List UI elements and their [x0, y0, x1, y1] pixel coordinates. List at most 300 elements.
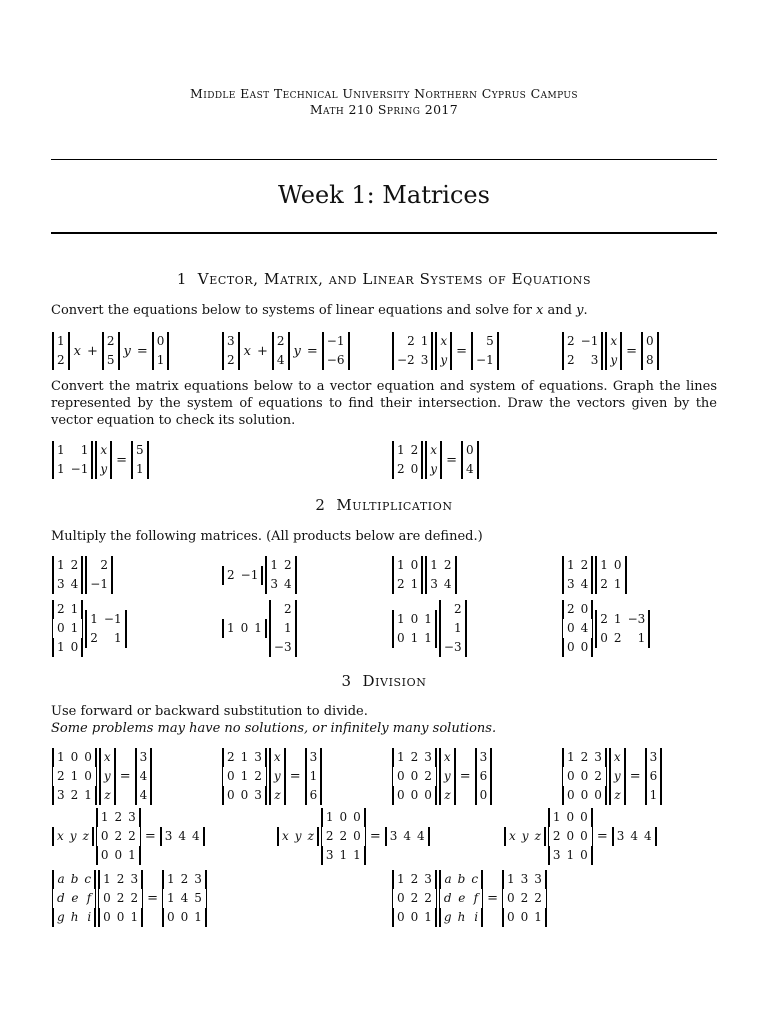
matrix-entry: 2: [392, 332, 418, 351]
problem: [561, 556, 628, 594]
matrix-entry: y: [439, 767, 456, 786]
matrix-entry: 1: [52, 638, 68, 657]
matrix: [321, 808, 366, 865]
matrix-entry: 0: [410, 788, 419, 802]
matrix-entry: 0: [578, 638, 594, 657]
matrix-entry: 2: [70, 788, 79, 802]
matrix-entry: 0: [180, 910, 189, 924]
matrix: [96, 808, 141, 865]
matrix-entry: 0: [520, 910, 529, 924]
matrix: [152, 332, 170, 370]
matrix: [322, 332, 350, 370]
matrix-entry: 3: [421, 748, 437, 767]
matrix: [269, 748, 286, 805]
matrix-entry: 2: [441, 556, 457, 575]
university-name: Middle East Technical University Northern Cyprus Campus: [190, 86, 578, 101]
matrix-entry: 0: [566, 829, 575, 843]
matrix-entry: 1: [52, 441, 68, 460]
problem: [561, 332, 660, 370]
matrix-entry: 1: [269, 619, 297, 638]
matrix-entry: z: [439, 786, 456, 805]
matrix-entry: 4: [68, 575, 84, 594]
matrix-entry: 1: [321, 808, 337, 827]
matrix-entry: 1: [392, 870, 408, 889]
matrix: [562, 600, 593, 657]
matrix-entry: g: [439, 908, 455, 927]
matrix: [52, 600, 83, 657]
matrix: [277, 827, 319, 846]
matrix-entry: 4: [180, 891, 189, 905]
matrix: [85, 556, 113, 594]
instr-text: Convert the equations below to systems of linear equations and solve for: [51, 303, 537, 318]
matrix: [99, 748, 116, 805]
matrix-entry: 0: [162, 908, 178, 927]
matrix-entry: 2: [410, 891, 419, 905]
matrix-entry: 1: [595, 556, 611, 575]
matrix-entry: 3: [562, 575, 578, 594]
matrix-entry: 0: [562, 767, 578, 786]
matrix: [98, 870, 143, 927]
problem: [221, 600, 298, 657]
matrix-entry: 1: [81, 786, 97, 805]
matrix: [425, 556, 456, 594]
matrix-entry: 0: [577, 827, 593, 846]
matrix-entry: 0: [502, 889, 518, 908]
matrix-entry: −3: [439, 638, 467, 657]
matrix-entry: y: [269, 767, 286, 786]
matrix-entry: 2: [269, 600, 297, 619]
matrix-entry: 1: [392, 610, 408, 629]
matrix-entry: 0: [96, 846, 112, 865]
matrix-entry: 0: [70, 750, 79, 764]
matrix-entry: 4: [135, 767, 153, 786]
matrix-entry: 2: [591, 767, 607, 786]
matrix-entry: x: [435, 332, 452, 351]
matrix-entry: i: [81, 908, 96, 927]
matrix-entry: 0: [68, 638, 84, 657]
matrix-entry: 0: [577, 808, 593, 827]
matrix: [392, 332, 433, 370]
matrix: [85, 610, 126, 648]
matrix: [392, 441, 423, 479]
matrix-entry: y: [99, 767, 116, 786]
matrix-entry: 1: [502, 870, 518, 889]
matrix-entry: 1: [418, 332, 434, 351]
matrix-entry: −2: [392, 351, 418, 370]
matrix-entry: 3: [135, 748, 153, 767]
matrix: [439, 600, 467, 657]
matrix: [502, 870, 547, 927]
problem: [391, 748, 493, 805]
matrix-entry: 3: [612, 827, 628, 846]
problem: [391, 870, 548, 927]
matrix-entry: 5: [131, 441, 149, 460]
matrix-entry: 1: [240, 750, 249, 764]
matrix-entry: 1: [265, 556, 281, 575]
section-2-number: 2: [315, 496, 326, 514]
matrix-entry: 1: [162, 870, 178, 889]
operator: =: [116, 452, 128, 468]
matrix-entry: 1: [339, 848, 348, 862]
matrix-entry: 3: [520, 872, 529, 886]
matrix-entry: 4: [135, 786, 153, 805]
matrix-entry: y: [69, 829, 77, 843]
matrix-entry: 0: [461, 441, 479, 460]
matrix: [641, 332, 659, 370]
matrix-entry: b: [457, 872, 466, 886]
matrix-entry: 1: [566, 848, 575, 862]
matrix-entry: 0: [152, 332, 170, 351]
problem: [391, 332, 500, 370]
operator: =: [596, 829, 608, 844]
matrix: [461, 441, 479, 479]
matrix-entry: 2: [222, 351, 240, 370]
matrix-entry: 2: [421, 889, 437, 908]
matrix-entry: 3: [645, 748, 663, 767]
matrix-entry: 2: [114, 810, 123, 824]
matrix: [504, 827, 546, 846]
matrix-entry: 3: [251, 748, 267, 767]
matrix: [595, 610, 650, 648]
matrix-entry: −1: [578, 332, 604, 351]
matrix-entry: h: [70, 910, 79, 924]
matrix: [52, 441, 93, 479]
course-name: Math 210 Spring 2017: [309, 102, 459, 117]
matrix-entry: 2: [339, 829, 348, 843]
matrix-entry: 1: [645, 786, 663, 805]
matrix-entry: 2: [562, 332, 578, 351]
matrix-entry: 0: [611, 556, 627, 575]
matrix-entry: i: [468, 908, 483, 927]
matrix-entry: 2: [520, 891, 529, 905]
matrix-entry: 2: [410, 750, 419, 764]
operator: =: [626, 343, 638, 359]
matrix-entry: 6: [475, 767, 493, 786]
matrix-entry: x: [609, 748, 626, 767]
matrix-entry: 2: [52, 351, 70, 370]
section-3-note: Some problems may have no solutions, or infinitely many solutions.: [51, 721, 497, 736]
matrix: [471, 332, 499, 370]
section-3-instruction: Use forward or backward substitution to divide.: [51, 704, 368, 719]
matrix-entry: 0: [421, 786, 437, 805]
matrix-entry: 4: [403, 829, 411, 843]
matrix-entry: z: [532, 827, 546, 846]
matrix: [305, 748, 323, 805]
matrix-entry: 0: [81, 748, 97, 767]
matrix-entry: 1: [625, 629, 651, 648]
problem: [51, 600, 128, 657]
matrix-entry: c: [468, 870, 483, 889]
matrix-entry: x: [52, 827, 67, 846]
operator: =: [119, 769, 131, 784]
matrix-entry: 0: [408, 460, 424, 479]
matrix: [222, 566, 263, 585]
matrix-entry: 0: [392, 889, 408, 908]
section-3-title: Division: [362, 672, 427, 690]
matrix-entry: 3: [265, 575, 281, 594]
matrix-entry: 0: [475, 786, 493, 805]
matrix-entry: 1: [613, 611, 622, 626]
matrix-entry: 1: [68, 600, 84, 619]
operator: =: [144, 829, 156, 844]
matrix-entry: 2: [68, 556, 84, 575]
matrix-entry: 4: [461, 460, 479, 479]
matrix-entry: 1: [96, 808, 112, 827]
matrix-entry: 8: [641, 351, 659, 370]
matrix: [392, 748, 437, 805]
matrix-entry: y: [435, 351, 452, 370]
matrix-entry: 2: [410, 872, 419, 886]
matrix-entry: 2: [392, 575, 408, 594]
matrix-entry: 2: [85, 556, 113, 575]
variable: y: [293, 343, 301, 359]
matrix-entry: y: [605, 351, 622, 370]
matrix: [605, 332, 622, 370]
matrix-entry: 3: [531, 870, 547, 889]
variable: x: [73, 343, 81, 359]
matrix-entry: x: [277, 827, 292, 846]
matrix-entry: 3: [191, 870, 207, 889]
matrix: [392, 556, 423, 594]
matrix-entry: 0: [408, 556, 424, 575]
matrix-entry: 4: [178, 829, 186, 843]
matrix-entry: 4: [641, 827, 657, 846]
matrix-entry: e: [71, 891, 79, 905]
matrix-entry: 3: [425, 575, 441, 594]
matrix-entry: 2: [531, 889, 547, 908]
section-1-instruction-1: [51, 302, 717, 319]
matrix-entry: 4: [281, 575, 297, 594]
matrix: [392, 870, 437, 927]
matrix-entry: 0: [580, 769, 589, 783]
matrix-entry: 6: [645, 767, 663, 786]
matrix: [392, 610, 437, 648]
matrix-entry: x: [605, 332, 622, 351]
matrix-entry: 2: [52, 767, 68, 786]
problem: [221, 332, 351, 370]
matrix: [95, 441, 112, 479]
matrix-entry: 0: [222, 786, 238, 805]
matrix-entry: 1: [191, 908, 207, 927]
matrix-entry: −1: [322, 332, 350, 351]
matrix-entry: 2: [548, 827, 564, 846]
matrix-entry: 2: [613, 630, 622, 645]
matrix-entry: 1: [562, 748, 578, 767]
matrix-entry: 2: [222, 566, 238, 585]
matrix-entry: 2: [562, 351, 578, 370]
matrix: [475, 748, 493, 805]
matrix-entry: 1: [392, 748, 408, 767]
matrix-entry: 3: [385, 827, 401, 846]
matrix-entry: y: [95, 460, 112, 479]
matrix: [439, 870, 483, 927]
operator: =: [446, 452, 457, 468]
matrix-entry: 1: [421, 629, 437, 648]
matrix-entry: 0: [222, 767, 238, 786]
matrix-entry: c: [81, 870, 96, 889]
matrix-entry: 2: [321, 827, 337, 846]
operator: =: [136, 343, 148, 359]
matrix-entry: −3: [625, 610, 651, 629]
matrix: [562, 556, 593, 594]
matrix-entry: 1: [421, 610, 437, 629]
matrix-entry: 3: [475, 748, 493, 767]
matrix-entry: 3: [160, 827, 176, 846]
matrix-entry: 1: [70, 769, 79, 783]
matrix-entry: 0: [392, 629, 408, 648]
matrix-entry: d: [439, 889, 455, 908]
matrix: [645, 748, 663, 805]
problem: [51, 556, 114, 594]
matrix-entry: 0: [578, 600, 594, 619]
operator: =: [487, 891, 498, 906]
matrix-entry: 0: [350, 808, 366, 827]
problem: [51, 332, 170, 370]
problem: [51, 441, 150, 479]
matrix-entry: 0: [339, 810, 348, 824]
section-2-instruction: Multiply the following matrices. (All products below are defined.): [51, 529, 483, 544]
section-3-number: 3: [341, 672, 352, 690]
matrix-entry: 4: [189, 827, 205, 846]
matrix-entry: 1: [531, 908, 547, 927]
problem: [561, 748, 663, 805]
matrix: [595, 556, 626, 594]
instr-var-y: y: [576, 303, 584, 318]
problem: [276, 808, 431, 865]
matrix-entry: 2: [125, 827, 141, 846]
matrix-entry: 0: [410, 910, 419, 924]
matrix-entry: 5: [471, 332, 499, 351]
matrix-entry: h: [457, 910, 466, 924]
matrix-entry: 0: [350, 827, 366, 846]
matrix-entry: 1: [52, 460, 68, 479]
matrix-entry: 3: [418, 351, 434, 370]
matrix-entry: x: [269, 748, 286, 767]
matrix-entry: 0: [392, 767, 408, 786]
matrix-entry: z: [80, 827, 94, 846]
matrix-entry: 1: [52, 748, 68, 767]
matrix: [222, 748, 267, 805]
matrix-entry: 4: [630, 829, 638, 843]
matrix-entry: 2: [562, 600, 578, 619]
matrix-entry: 4: [414, 827, 430, 846]
matrix: [548, 808, 593, 865]
matrix: [435, 332, 452, 370]
matrix-entry: 1: [68, 441, 94, 460]
matrix-entry: 3: [251, 786, 267, 805]
matrix: [52, 332, 70, 370]
matrix-entry: 2: [392, 460, 408, 479]
matrix-entry: 2: [114, 829, 123, 843]
matrix: [439, 748, 456, 805]
matrix-entry: 2: [421, 767, 437, 786]
operator: +: [256, 343, 268, 359]
matrix-entry: 0: [591, 786, 607, 805]
matrix-entry: 0: [114, 848, 123, 862]
matrix: [562, 332, 603, 370]
matrix-entry: 2: [272, 332, 290, 351]
title-bottom-rule: [51, 232, 717, 234]
matrix-entry: 1: [392, 441, 408, 460]
matrix: [425, 441, 442, 479]
matrix: [272, 332, 290, 370]
operator: =: [459, 769, 471, 784]
matrix-entry: 3: [52, 575, 68, 594]
matrix-entry: 1: [562, 556, 578, 575]
matrix-entry: 2: [408, 441, 424, 460]
problem: [221, 556, 298, 594]
matrix-entry: 1: [421, 908, 437, 927]
matrix-entry: 2: [127, 889, 143, 908]
matrix: [160, 827, 205, 846]
matrix-entry: 0: [96, 827, 112, 846]
instr-var-x: x: [536, 303, 544, 318]
matrix-entry: −1: [85, 575, 113, 594]
matrix-entry: 1: [408, 575, 424, 594]
matrix-entry: 0: [577, 846, 593, 865]
matrix-entry: 5: [191, 889, 207, 908]
matrix-entry: x: [439, 748, 456, 767]
matrix-entry: z: [269, 786, 286, 805]
matrix: [135, 748, 153, 805]
matrix-entry: 1: [101, 629, 127, 648]
matrix-entry: 4: [578, 575, 594, 594]
matrix-entry: 1: [125, 846, 141, 865]
matrix: [222, 619, 267, 638]
matrix-entry: −1: [68, 460, 94, 479]
section-1-heading: [0, 270, 768, 288]
matrix-entry: 1: [392, 556, 408, 575]
problem: [391, 441, 480, 479]
matrix-entry: x: [99, 748, 116, 767]
matrix-entry: 2: [595, 610, 611, 629]
operator: =: [306, 343, 318, 359]
section-1-number: 1: [176, 270, 188, 288]
matrix-entry: 0: [562, 619, 578, 638]
matrix-entry: 1: [222, 619, 238, 638]
matrix-entry: 1: [611, 575, 627, 594]
operator: =: [629, 769, 641, 784]
matrix-entry: 1: [410, 630, 419, 645]
operator: =: [147, 891, 158, 906]
matrix-entry: 1: [240, 769, 249, 783]
matrix: [609, 748, 626, 805]
variable: y: [123, 343, 131, 359]
matrix-entry: y: [425, 460, 442, 479]
matrix-entry: 1: [131, 460, 149, 479]
title-top-rule: [51, 159, 717, 160]
problem: [391, 556, 458, 594]
matrix-entry: 1: [152, 351, 170, 370]
section-3-heading: [0, 672, 768, 690]
matrix-entry: 1: [305, 767, 323, 786]
section-2-title: Multiplication: [336, 496, 453, 514]
variable: x: [243, 343, 251, 359]
matrix-entry: 0: [98, 908, 114, 927]
matrix-entry: z: [609, 786, 626, 805]
matrix-entry: 0: [566, 810, 575, 824]
matrix-entry: d: [52, 889, 68, 908]
matrix: [52, 870, 96, 927]
matrix-entry: 2: [116, 872, 125, 886]
matrix-entry: 2: [222, 748, 238, 767]
matrix-entry: 0: [81, 767, 97, 786]
matrix-entry: y: [294, 829, 302, 843]
matrix-entry: 1: [439, 619, 467, 638]
matrix-entry: 1: [350, 846, 366, 865]
matrix-entry: 0: [562, 786, 578, 805]
matrix-entry: 0: [240, 788, 249, 802]
